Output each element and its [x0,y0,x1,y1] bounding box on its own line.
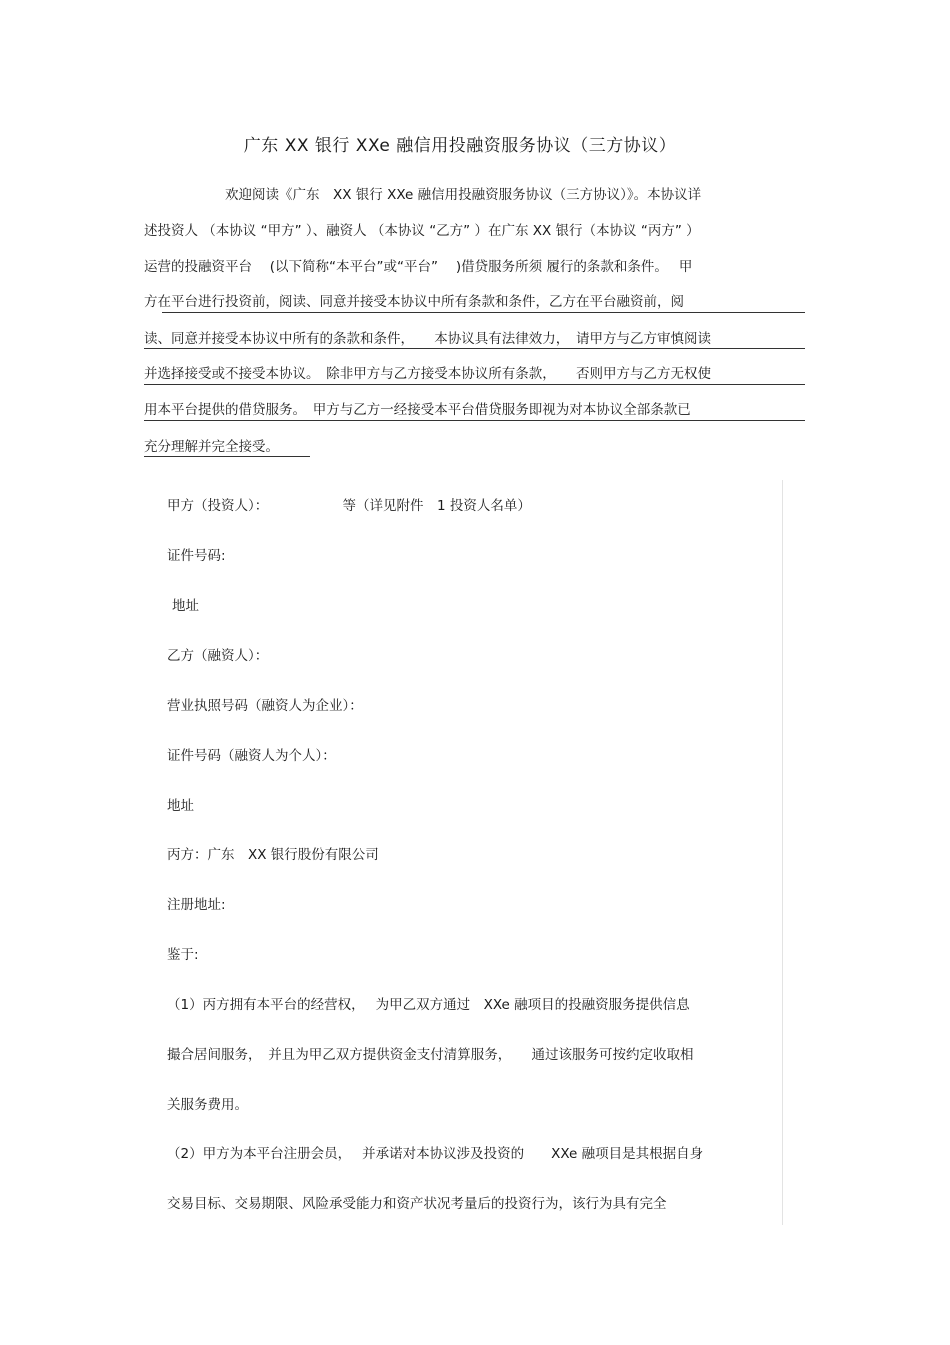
clause-2-line-2: 交易目标、交易期限、风险承受能力和资产状况考量后的投资行为，该行为具有完全 [167,1196,667,1212]
registered-address-field: 注册地址: [167,897,226,913]
clause-1-line-2: 撮合居间服务， 并且为甲乙双方提供资金支付清算服务， 通过该服务可按约定收取相 [167,1047,694,1063]
intro-underline-4 [144,420,805,421]
clause-1-line-3: 关服务费用。 [167,1097,248,1113]
party-b-address-field: 地址 [167,798,194,814]
intro-underline-1 [162,312,805,313]
clause-1-line-1: （1）丙方拥有本平台的经营权， 为甲乙双方通过 XXe 融项目的投融资服务提供信息 [167,997,690,1013]
clause-2-line-1: （2）甲方为本平台注册会员， 并承诺对本协议涉及投资的 XXe 融项目是其根据自身 [167,1146,704,1162]
party-a-field: 甲方（投资人）： 等（详见附件 1 投资人名单） [167,498,531,514]
intro-line-1: 欢迎阅读《广东 XX 银行 XXe 融信用投融资服务协议（三方协议）》。本协议详 [144,187,702,203]
page-border-line [782,480,783,1225]
intro-line-8: 充分理解并完全接受。 [144,439,279,455]
business-license-field: 营业执照号码（融资人为企业）： [167,698,363,714]
party-a-id-field: 证件号码: [167,548,226,564]
party-c-field: 丙方：广东 XX 银行股份有限公司 [167,847,379,863]
intro-line-6: 并选择接受或不接受本协议。 除非甲方与乙方接受本协议所有条款， 否则甲方与乙方无权使 [144,366,711,382]
whereas-heading: 鉴于: [167,947,199,963]
party-a-address-field: 地址 [172,598,199,614]
intro-underline-5 [144,456,310,457]
document-title: 广东 XX 银行 XXe 融信用投融资服务协议（三方协议） [243,136,677,156]
intro-underline-3 [144,384,805,385]
intro-line-2: 述投资人 （本协议 “甲方” ）、融资人 （本协议 “乙方” ）在广东 XX 银行（本协议 “丙方” ） [144,223,700,239]
intro-line-7: 用本平台提供的借贷服务。 甲方与乙方一经接受本平台借贷服务即视为对本协议全部条款已 [144,402,691,418]
intro-underline-2 [144,348,805,349]
intro-line-4: 方在平台进行投资前，阅读、同意并接受本协议中所有条款和条件，乙方在平台融资前，阅 [144,294,684,310]
intro-line-3: 运营的投融资平台 (以下简称“本平台”或“平台” )借贷服务所须 履行的条款和条件。 甲 [144,259,693,275]
intro-line-5: 读、同意并接受本协议中所有的条款和条件， 本协议具有法律效力， 请甲方与乙方审慎阅读 [144,331,711,347]
party-b-field: 乙方（融资人）： [167,648,269,664]
party-b-id-field: 证件号码（融资人为个人）： [167,748,336,764]
